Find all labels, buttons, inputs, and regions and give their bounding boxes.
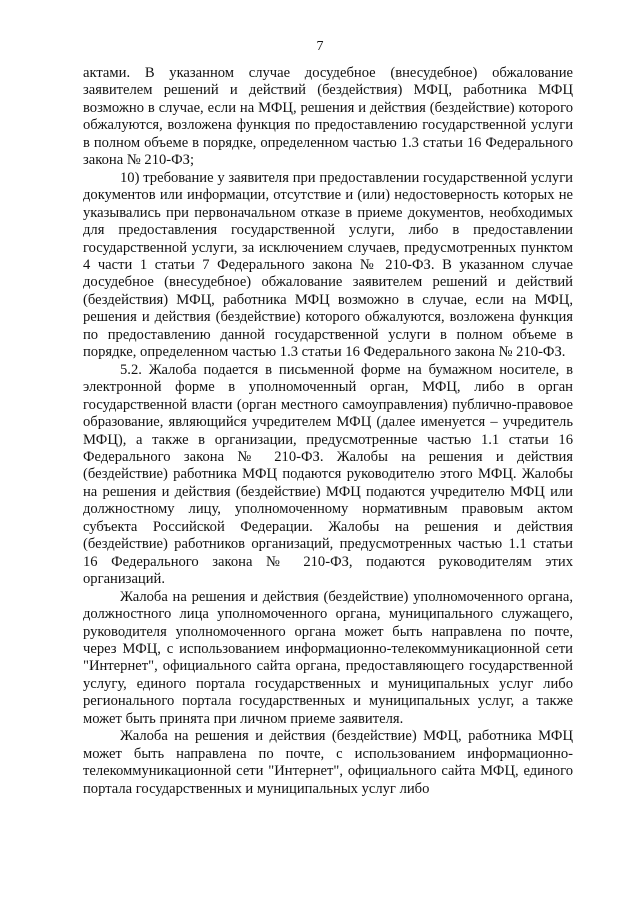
paragraph-complaint-authority: Жалоба на решения и действия (бездействие) уполномоченного органа, должностного лица уполномоченного органа, муниципального служащего, руководителя уполномоченного органа может быть направлена по почте, через МФЦ, с использованием информационно-телекоммуникационной сети "Интернет", официального сайта органа, предоставляющего государственной услугу, единого портала государственных и муниципальных услуг либо регионального портала государственных и муниципальных услуг, а также может быть принята при личном приеме заявителя.: [83, 588, 573, 727]
paragraph-section-5-2: 5.2. Жалоба подается в письменной форме на бумажном носителе, в электронной форме в уполномоченный орган, МФЦ, либо в орган государственной власти (орган местного самоуправления) публично-правовое образование, являющийся учредителем МФЦ (далее именуется – учредитель МФЦ), а также в организации, предусмотренные частью 1.1 статьи 16 Федерального закона № 210-ФЗ. Жалобы на решения и действия (бездействие) работника МФЦ подаются руководителю этого МФЦ. Жалобы на решения и действия (бездействие) МФЦ подаются учредителю МФЦ или должностному лицу, уполномоченному нормативным правовым актом субъекта Российской Федерации. Жалобы на решения и действия (бездействие) работников организаций, предусмотренных частью 1.1 статьи 16 Федерального закона № 210-ФЗ, подаются руководителям этих организаций.: [83, 361, 573, 588]
page-number: 7: [316, 39, 324, 54]
paragraph-item-10: 10) требование у заявителя при предоставлении государственной услуги документов или информации, отсутствие и (или) недостоверность которых не указывались при первоначальном отказе в приеме документов, необходимых для предоставления государственной услуги, либо в предоставлении государственной услуги, за исключением случаев, предусмотренных пунктом 4 части 1 статьи 7 Федерального закона № 210-ФЗ. В указанном случае досудебное (внесудебное) обжалование заявителем решений и действий (бездействия) МФЦ, работника МФЦ возможно в случае, если на МФЦ, решения и действия (бездействие) которого обжалуются, возложена функция по предоставлению данной государственной услуги в полном объеме в порядке, определенном частью 1.3 статьи 16 Федерального закона № 210-ФЗ.: [83, 169, 573, 361]
document-body: [83, 65, 573, 798]
paragraph-continuation: актами. В указанном случае досудебное (внесудебное) обжалование заявителем решений и действий (бездействия) МФЦ, работника МФЦ возможно в случае, если на МФЦ, решения и действия (бездействие) которого обжалуются, возложена функция по предоставлению государственной услуги в полном объеме в порядке, определенном частью 1.3 статьи 16 Федерального закона № 210-ФЗ;: [83, 65, 573, 169]
paragraph-complaint-mfc: Жалоба на решения и действия (бездействие) МФЦ, работника МФЦ может быть направлена по почте, с использованием информационно-телекоммуникационной сети "Интернет", официального сайта МФЦ, единого портала государственных и муниципальных услуг либо: [83, 728, 573, 797]
